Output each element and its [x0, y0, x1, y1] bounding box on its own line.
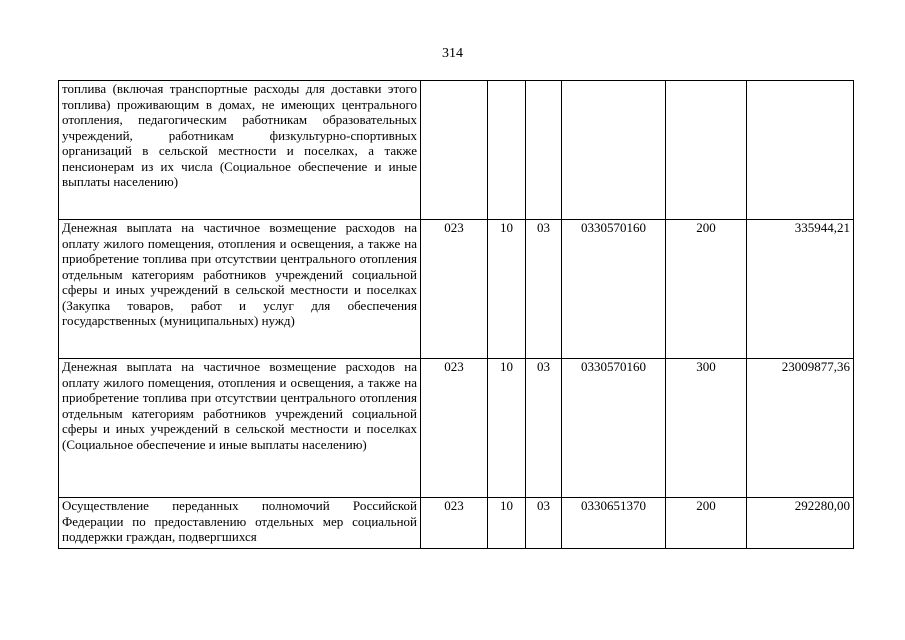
- subsection-code-cell: 03: [526, 359, 562, 498]
- target-article-cell: [562, 81, 666, 220]
- subsection-code-cell: [526, 81, 562, 220]
- target-article-cell: 0330570160: [562, 220, 666, 359]
- amount-cell: [747, 81, 854, 220]
- amount-cell: 23009877,36: [747, 359, 854, 498]
- table-row: [59, 359, 854, 498]
- section-code-cell: 10: [488, 498, 526, 549]
- table-row: [59, 220, 854, 359]
- budget-table: [58, 80, 854, 549]
- ministry-code-cell: 023: [421, 220, 488, 359]
- expense-type-cell: 200: [666, 498, 747, 549]
- amount-cell: 335944,21: [747, 220, 854, 359]
- ministry-code-cell: [421, 81, 488, 220]
- amount-cell: 292280,00: [747, 498, 854, 549]
- expense-type-cell: [666, 81, 747, 220]
- row-description: Денежная выплата на частичное возмещение расходов на оплату жилого помещения, отопления и освещения, а также на приобретение топлива при отсутствии центрального отопления отдельным категориям работников учреждений социальной сферы и иных учреждений в сельской местности и поселках (Закупка товаров, работ и услуг для обеспечения государственных (муниципальных) нужд): [59, 220, 421, 359]
- section-code-cell: 10: [488, 220, 526, 359]
- table-row: [59, 81, 854, 220]
- subsection-code-cell: 03: [526, 498, 562, 549]
- ministry-code-cell: 023: [421, 498, 488, 549]
- expense-type-cell: 300: [666, 359, 747, 498]
- target-article-cell: 0330570160: [562, 359, 666, 498]
- ministry-code-cell: 023: [421, 359, 488, 498]
- section-code-cell: 10: [488, 359, 526, 498]
- row-description: Денежная выплата на частичное возмещение расходов на оплату жилого помещения, отопления и освещения, а также на приобретение топлива при отсутствии центрального отопления отдельным категориям работников учреждений социальной сферы и иных учреждений в сельской местности и поселках (Социальное обеспечение и иные выплаты населению): [59, 359, 421, 498]
- page-number: 314: [442, 46, 463, 61]
- expense-type-cell: 200: [666, 220, 747, 359]
- table-row: [59, 498, 854, 549]
- row-description: Осуществление переданных полномочий Российской Федерации по предоставлению отдельных мер социальной поддержки граждан, подвергшихся: [59, 498, 421, 549]
- target-article-cell: 0330651370: [562, 498, 666, 549]
- section-code-cell: [488, 81, 526, 220]
- row-description: топлива (включая транспортные расходы для доставки этого топлива) проживающим в домах, не имеющих центрального отопления, педагогическим работникам образовательных учреждений, работникам физкультурно-спортивных организаций в сельской местности и поселках, а также пенсионерам из их числа (Социальное обеспечение и иные выплаты населению): [59, 81, 421, 220]
- subsection-code-cell: 03: [526, 220, 562, 359]
